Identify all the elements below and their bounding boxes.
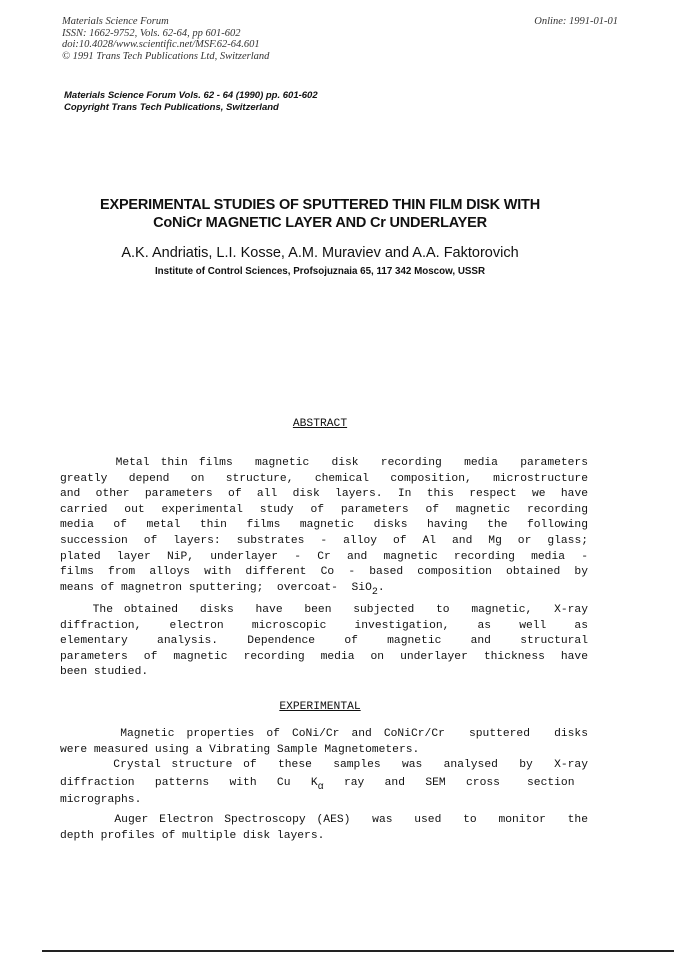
experimental-paragraph-2: [60, 758, 588, 808]
online-date: Online: 1991-01-01: [534, 16, 618, 27]
text-line: plated layer NiP, underlayer - Cr and magnetic recording media -: [60, 550, 588, 563]
abstract-paragraph-1: [60, 456, 588, 596]
abstract-paragraph-2: [60, 603, 588, 681]
text-line: media of metal thin films magnetic disks having the following: [60, 519, 588, 532]
subscript: α: [317, 781, 324, 793]
experimental-paragraph-3: [60, 813, 588, 844]
text-run: diffraction patterns with Cu K: [60, 776, 318, 789]
text-line: Auger Electron Spectroscopy (AES) was used to monitor the: [60, 814, 588, 826]
experimental-heading: EXPERIMENTAL: [279, 701, 361, 713]
journal-line: Materials Science Forum Vols. 62 - 64 (1990) pp. 601-602: [64, 90, 318, 101]
text-run: .: [377, 581, 385, 594]
abstract-heading: ABSTRACT: [292, 418, 348, 430]
text-line: [60, 774, 588, 793]
text-line: parameters of magnetic recording media on underlayer thickness have: [60, 650, 588, 663]
text-line: Crystal structure of these samples was analysed by X-ray: [60, 759, 588, 771]
text-line: Magnetic properties of CoNi/Cr and CoNiCr/Cr sputtered disks: [60, 728, 588, 740]
text-line: [60, 581, 588, 597]
page-bottom-rule: [42, 950, 674, 952]
copyright-line: Copyright Trans Tech Publications, Switzerland: [64, 102, 279, 113]
title-line: EXPERIMENTAL STUDIES OF SPUTTERED THIN FILM DISK WITH: [100, 197, 540, 213]
text-line: succession of layers: substrates - alloy of Al and Mg or glass;: [60, 534, 588, 547]
citation-line: Materials Science Forum: [62, 16, 169, 27]
text-line: and other parameters of all disk layers. In this respect we have: [60, 488, 588, 501]
text-line: carried out experimental study of parameters of magnetic recording: [60, 503, 588, 516]
text-line: The obtained disks have been subjected to magnetic, X-ray: [60, 604, 588, 616]
text-line: films from alloys with different Co - based composition obtained by: [60, 566, 588, 579]
text-line: Metal thin films magnetic disk recording media parameters: [60, 457, 588, 469]
journal-reference: [64, 90, 318, 114]
citation-block: [62, 16, 269, 62]
citation-line: © 1991 Trans Tech Publications Ltd, Switzerland: [62, 50, 270, 62]
text-line: were measured using a Vibrating Sample Magnetometers.: [60, 743, 420, 756]
authors: A.K. Andriatis, L.I. Kosse, A.M. Muraviev and A.A. Faktorovich: [121, 245, 519, 261]
paper-title: [0, 196, 640, 232]
citation-line: ISSN: 1662-9752, Vols. 62-64, pp 601-602: [62, 27, 241, 39]
text-line: micrographs.: [60, 793, 142, 806]
subscript: 2: [371, 586, 378, 598]
text-line: depth profiles of multiple disk layers.: [60, 829, 325, 842]
text-line: been studied.: [60, 666, 149, 679]
citation-line: doi:10.4028/www.scientific.net/MSF.62-64.601: [62, 39, 260, 50]
title-line: CoNiCr MAGNETIC LAYER AND Cr UNDERLAYER: [153, 215, 487, 231]
text-line: greatly depend on structure, chemical composition, microstructure: [60, 472, 588, 485]
text-run: means of magnetron sputtering; overcoat- SiO: [60, 581, 372, 594]
experimental-paragraph-1: [60, 727, 588, 758]
text-line: elementary analysis. Dependence of magnetic and structural: [60, 635, 588, 648]
affiliation: Institute of Control Sciences, Profsojuznaia 65, 117 342 Moscow, USSR: [154, 266, 486, 277]
text-run: ray and SEM cross section: [323, 776, 575, 789]
text-line: diffraction, electron microscopic investigation, as well as: [60, 619, 588, 632]
